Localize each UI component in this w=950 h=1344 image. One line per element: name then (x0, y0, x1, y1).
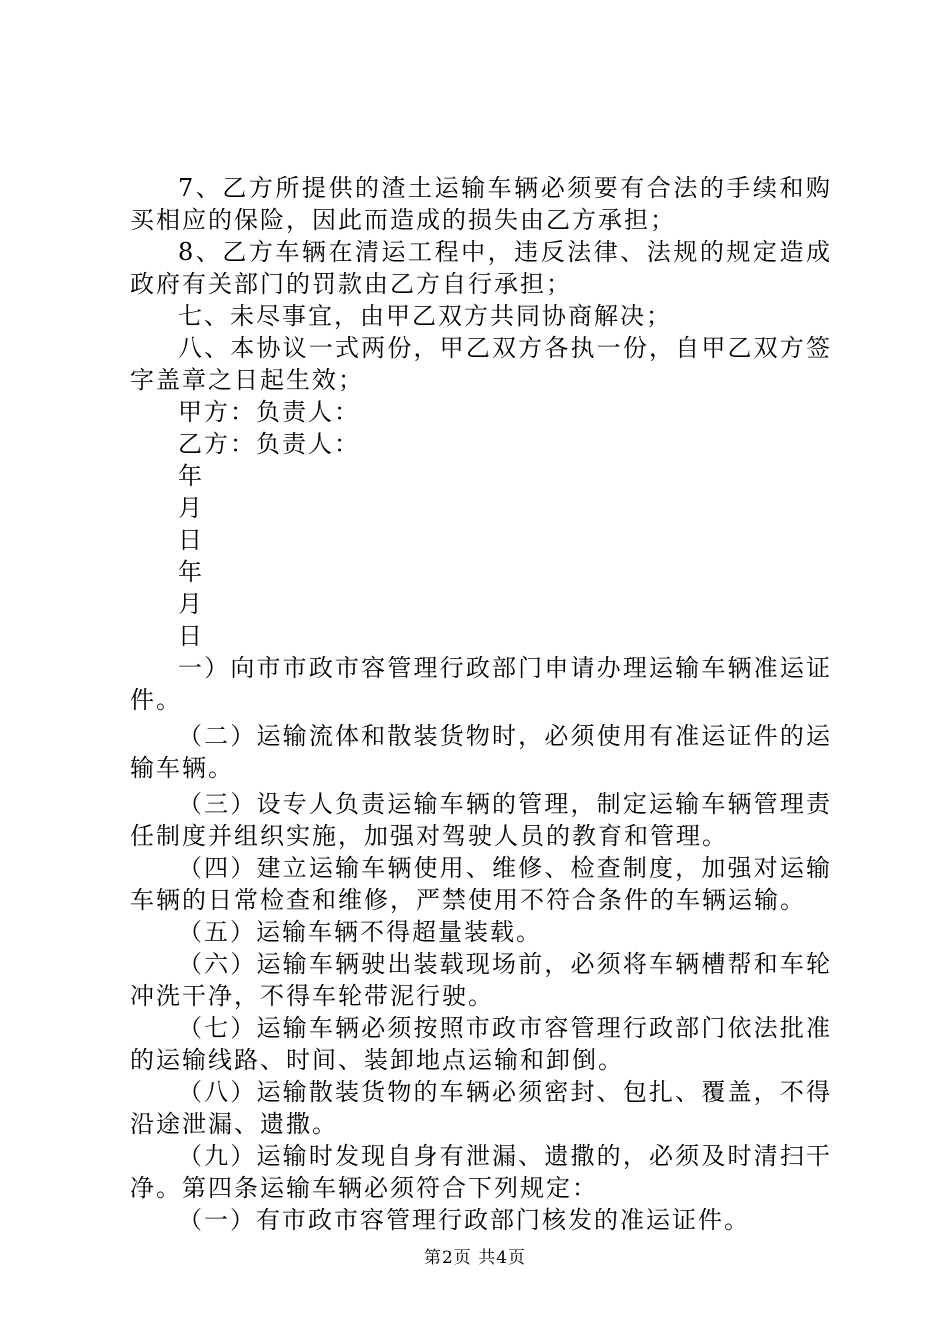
paragraph-item-8: 8、乙方车辆在清运工程中，违反法律、法规的规定造成政府有关部门的罚款由乙方自行承担； (130, 238, 832, 298)
party-a-signature-line: 甲方：负责人： (178, 398, 360, 426)
rule-item-3: （三）设专人负责运输车辆的管理，制定运输车辆管理责任制度并组织实施，加强对驾驶人员的教育和管理。 (130, 790, 832, 850)
date-year-label: 年 (178, 462, 204, 490)
rule-item-7: （七）运输车辆必须按照市政市容管理行政部门依法批准的运输线路、时间、装卸地点运输和卸倒。 (130, 1014, 832, 1074)
rule-item-5: （五）运输车辆不得超量装载。 (178, 918, 542, 946)
rule-item-8: （八）运输散装货物的车辆必须密封、包扎、覆盖，不得沿途泄漏、遗撒。 (130, 1078, 832, 1138)
date-day-label: 日 (178, 526, 204, 554)
date-year-label: 年 (178, 558, 204, 586)
rule-item-2: （二）运输流体和散装货物时，必须使用有准运证件的运输车辆。 (130, 722, 832, 782)
rule-item-4: （四）建立运输车辆使用、维修、检查制度，加强对运输车辆的日常检查和维修，严禁使用不符合条件的车辆运输。 (130, 854, 832, 914)
party-b-signature-line: 乙方：负责人： (178, 430, 360, 458)
paragraph-item-7: 7、乙方所提供的渣土运输车辆必须要有合法的手续和购买相应的保险，因此而造成的损失由乙方承担； (130, 174, 832, 234)
rule-item-9: （九）运输时发现自身有泄漏、遗撒的，必须及时清扫干净。第四条运输车辆必须符合下列规定： (130, 1142, 832, 1202)
paragraph-clause-7: 七、未尽事宜，由甲乙双方共同协商解决； (178, 302, 672, 330)
paragraph-clause-8: 八、本协议一式两份，甲乙双方各执一份，自甲乙双方签字盖章之日起生效； (130, 334, 832, 394)
page-footer: 第2页 共4页 (423, 1248, 527, 1268)
article-4-item-1: （一）有市政市容管理行政部门核发的准运证件。 (178, 1206, 750, 1234)
rule-item-6: （六）运输车辆驶出装载现场前，必须将车辆槽帮和车轮冲洗干净，不得车轮带泥行驶。 (130, 950, 832, 1010)
rule-item-1: 一）向市市政市容管理行政部门申请办理运输车辆准运证件。 (130, 654, 832, 714)
date-month-label: 月 (178, 590, 204, 618)
date-day-label: 日 (178, 622, 204, 650)
document-body (130, 172, 832, 1236)
date-month-label: 月 (178, 494, 204, 522)
